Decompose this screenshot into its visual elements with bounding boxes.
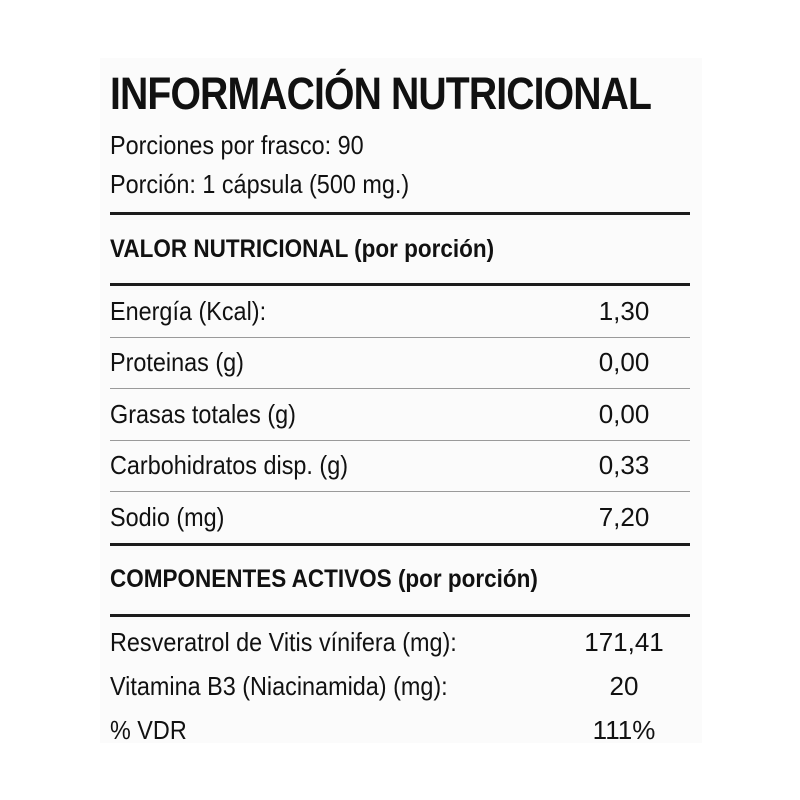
component-value: 20 xyxy=(609,671,639,701)
nutrient-name: Proteinas (g) xyxy=(110,347,244,378)
nutrient-name: Sodio (mg) xyxy=(110,501,225,532)
serving-size: Porción: 1 cápsula (500 mg.) xyxy=(110,169,410,199)
active-components-table xyxy=(110,617,690,753)
active-components-heading: COMPONENTES ACTIVOS (por porción) xyxy=(110,565,538,593)
nutrition-label xyxy=(110,64,690,753)
serving-info xyxy=(110,124,690,212)
component-value: 111% xyxy=(592,715,656,745)
nutrient-name: Energía (Kcal): xyxy=(110,295,267,326)
component-name: Resveratrol de Vitis vínifera (mg): xyxy=(110,627,457,657)
active-component-row xyxy=(110,621,690,665)
nutrient-value: 0,00 xyxy=(598,398,650,429)
label-title: INFORMACIÓN NUTRICIONAL xyxy=(110,68,652,119)
nutrient-value: 7,20 xyxy=(598,501,650,532)
component-name: Vitamina B3 (Niacinamida) (mg): xyxy=(110,671,448,701)
nutrition-row xyxy=(110,286,690,337)
nutrition-row xyxy=(110,338,690,389)
nutrition-row xyxy=(110,441,690,492)
nutrient-value: 0,33 xyxy=(598,450,650,481)
nutrient-name: Carbohidratos disp. (g) xyxy=(110,450,349,481)
nutrition-row xyxy=(110,492,690,543)
nutrition-heading: VALOR NUTRICIONAL (por porción) xyxy=(110,234,495,263)
component-name: % VDR xyxy=(110,715,187,745)
component-value: 171,41 xyxy=(584,627,664,657)
nutrition-row xyxy=(110,389,690,440)
nutrient-name: Grasas totales (g) xyxy=(110,398,296,429)
servings-per-container: Porciones por frasco: 90 xyxy=(110,130,364,160)
nutrient-value: 1,30 xyxy=(598,295,650,326)
active-component-row xyxy=(110,665,690,709)
nutrient-value: 0,00 xyxy=(598,347,650,378)
nutrition-table xyxy=(110,286,690,543)
active-component-row xyxy=(110,709,690,753)
